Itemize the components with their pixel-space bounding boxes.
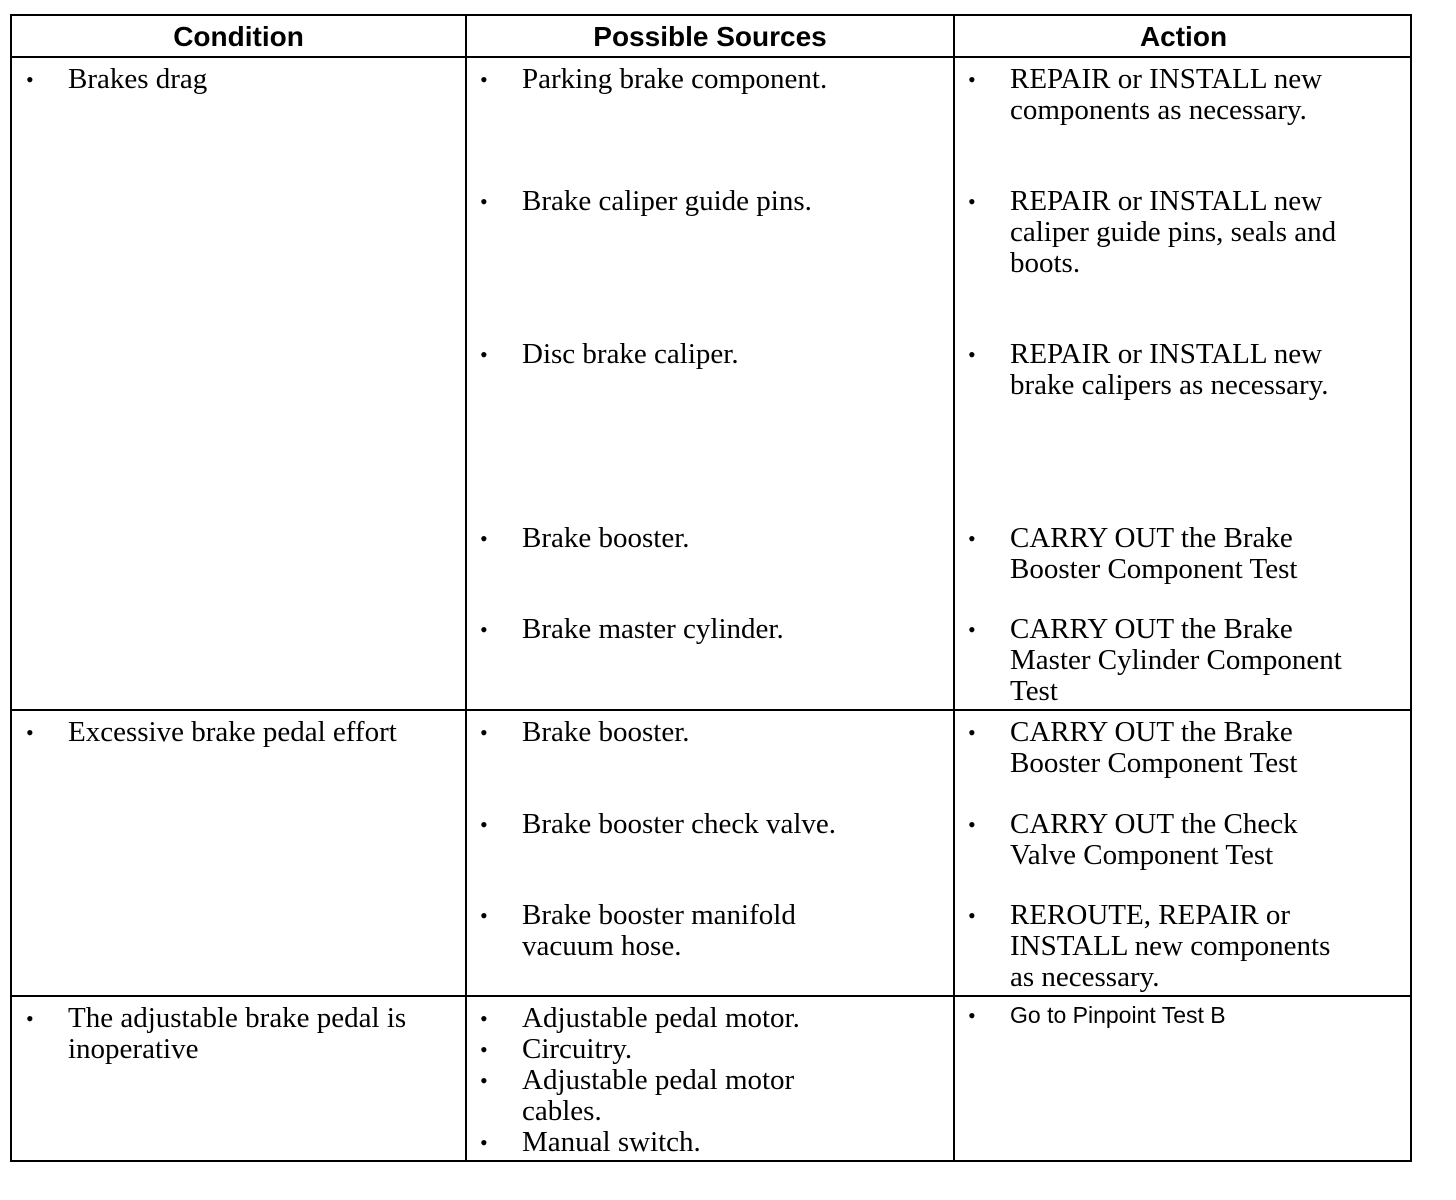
header-action: Action bbox=[1139, 21, 1228, 52]
source-line: Adjustable pedal motor bbox=[522, 1064, 795, 1096]
condition-line: The adjustable brake pedal is bbox=[68, 1002, 407, 1034]
action-line: Booster Component Test bbox=[1010, 553, 1298, 585]
action-line: as necessary. bbox=[1010, 961, 1160, 993]
action-line: brake calipers as necessary. bbox=[1010, 369, 1329, 401]
action-line: REPAIR or INSTALL new bbox=[1010, 63, 1323, 95]
action-line: Test bbox=[1010, 675, 1058, 707]
action-line: CARRY OUT the Brake bbox=[1010, 613, 1293, 645]
header-possible-sources: Possible Sources bbox=[593, 21, 827, 52]
row-divider-1 bbox=[12, 709, 1410, 711]
column-divider-2 bbox=[953, 16, 955, 1160]
action-line: Booster Component Test bbox=[1010, 747, 1298, 779]
action-line: REPAIR or INSTALL new bbox=[1010, 185, 1323, 217]
action-line: Valve Component Test bbox=[1010, 839, 1274, 871]
action-line: REPAIR or INSTALL new bbox=[1010, 338, 1323, 370]
action-line: caliper guide pins, seals and bbox=[1010, 216, 1337, 248]
troubleshooting-table: Condition Possible Sources Action • Brakes drag • Parking brake component. • Brake caliper guide pins. • Disc brake caliper. • Brake booster. • Brake master cylinder. • REPAIR or INSTALL new components as necessary. • REPAIR or INSTALL new caliper guide pins, seals and boots. • REPAIR or INSTALL new brake calipers as necessary. • CARRY OUT the Brake Booster Component Test • CARRY OUT the Brake Master Cylinder Component Test • Excessive brake pedal effort • Brake booster. • Brake booster check valve. • Brake booster manifold vacuum hose. • CARRY OUT the Brake Booster Component Test • CARRY OUT the Check Valve Component Test • REROUTE, REPAIR or INSTALL new components as necessary. • The adjustable brake pedal is inoperative • Adjustable pedal motor. • Circuitry. • Adjustable pedal motor cables. • Manual switch. • Go to Pinpoint Test B bbox=[10, 14, 1412, 1162]
action-line: Master Cylinder Component bbox=[1010, 644, 1342, 676]
source-line: vacuum hose. bbox=[522, 930, 682, 962]
action-line: CARRY OUT the Brake bbox=[1010, 522, 1293, 554]
action-line: boots. bbox=[1010, 247, 1081, 279]
source-line: cables. bbox=[522, 1095, 602, 1127]
source-line: Brake booster manifold bbox=[522, 899, 796, 931]
action-line: CARRY OUT the Check bbox=[1010, 808, 1298, 840]
condition-line: inoperative bbox=[68, 1033, 199, 1065]
action-line: REROUTE, REPAIR or bbox=[1010, 899, 1291, 931]
action-line: INSTALL new components bbox=[1010, 930, 1331, 962]
column-divider-1 bbox=[465, 16, 467, 1160]
action-line: components as necessary. bbox=[1010, 94, 1307, 126]
row-divider-2 bbox=[12, 995, 1410, 997]
header-condition: Condition bbox=[173, 21, 304, 52]
action-line: CARRY OUT the Brake bbox=[1010, 716, 1293, 748]
